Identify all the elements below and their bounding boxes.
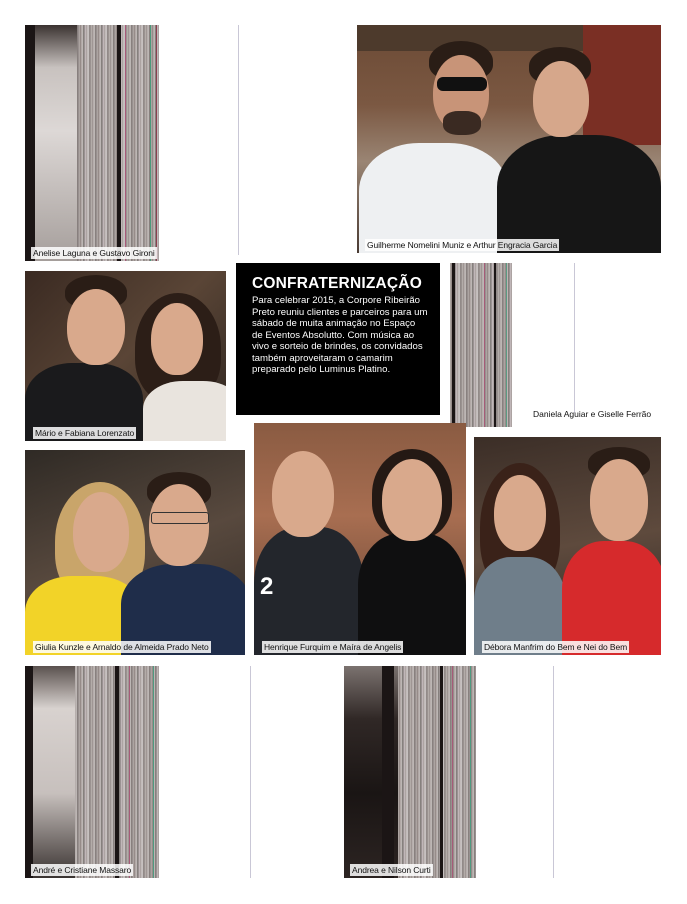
feature-text-box [236,263,440,415]
photo-caption: Andrea e Nilson Curti [352,865,431,875]
photo-caption: Daniela Aguiar e Giselle Ferrão [533,409,652,419]
photo-guilherme-arthur [357,25,661,253]
photo-debora-nei [474,437,661,655]
divider-line [553,666,554,878]
divider-line [238,25,239,255]
photo-caption: Mário e Fabiana Lorenzato [35,428,135,438]
photo-caption: Giulia Kunzle e Arnaldo de Almeida Prado Neto [35,642,209,652]
divider-line [250,666,251,878]
photo-caption: André e Cristiane Massaro [33,865,132,875]
photo-andre-cristiane [25,666,159,878]
photo-henrique-maira [254,423,466,655]
photo-andrea-nilson [344,666,476,878]
photo-giulia-arnaldo [25,450,245,655]
photo-caption: Débora Manfrim do Bem e Nei do Bem [484,642,628,652]
photo-daniela-giselle [450,263,512,427]
jersey-number-graphic: 2 [260,573,274,600]
photo-caption: Guilherme Nomelini Muniz e Arthur Engracia Garcia [367,240,558,250]
photo-mario-fabiana [25,271,226,441]
feature-body: Para celebrar 2015, a Corpore Ribeirão Preto reuniu clientes e parceiros para um sábado de muita animação no Espaço de Eventos Absolutto. Com música ao vivo e sorteio de brindes, os convidados também aproveitaram o camarim preparado pelo Luminus Platino. [252,295,428,375]
photo-caption: Anelise Laguna e Gustavo Gironi [33,248,155,258]
feature-title: CONFRATERNIZAÇÃO [252,275,422,292]
photo-anelise-gustavo [25,25,159,261]
divider-line [574,263,575,413]
photo-caption: Henrique Furquim e Maíra de Angelis [264,642,402,652]
